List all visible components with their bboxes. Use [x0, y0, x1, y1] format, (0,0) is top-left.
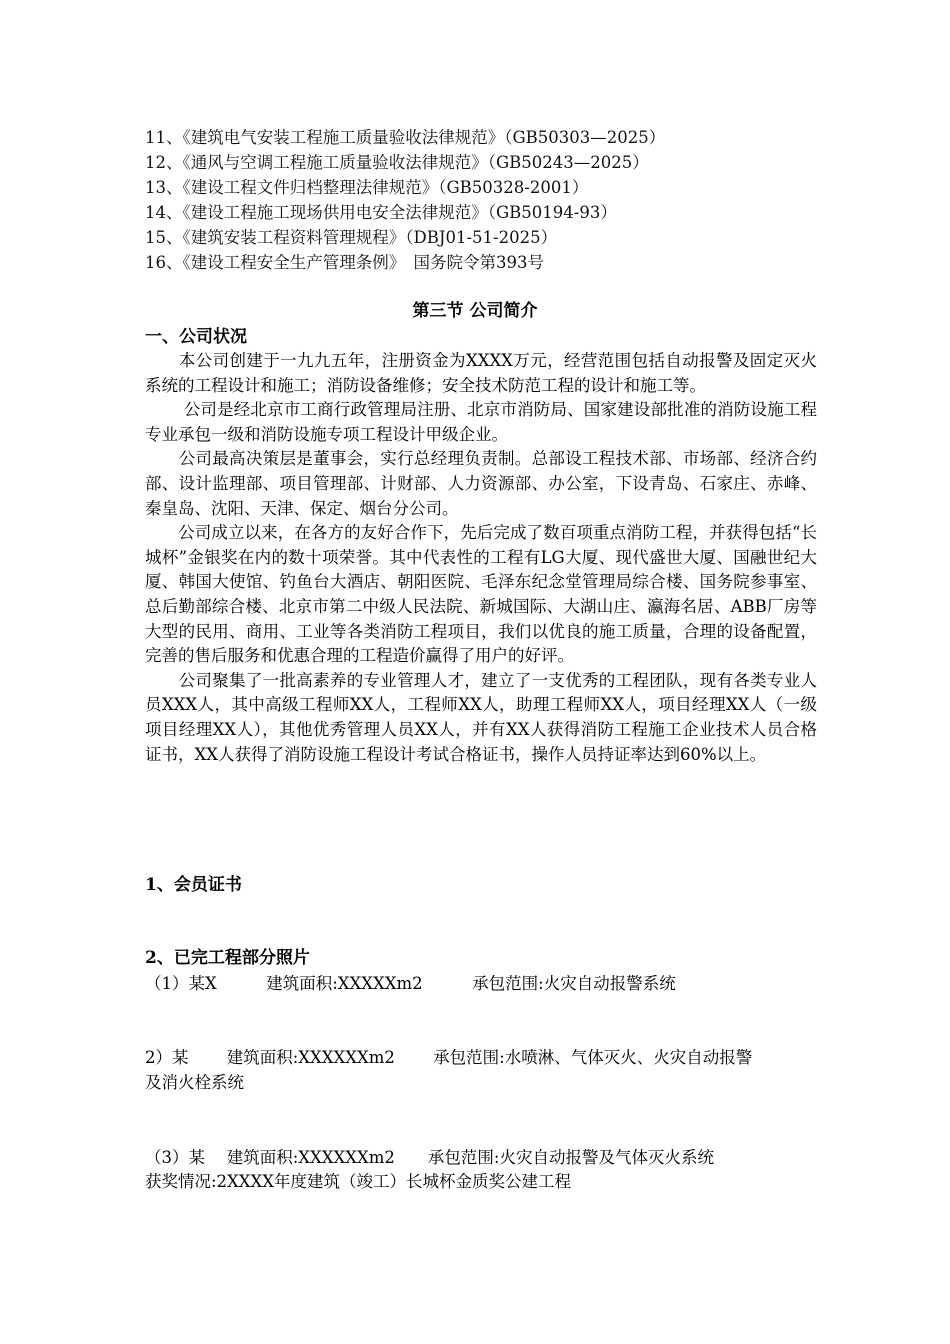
body-text: [145, 349, 817, 767]
project-entry-line: 获奖情况:2XXXX年度建筑（竣工）长城杯金质奖公建工程: [145, 1172, 572, 1191]
paragraph: 公司聚集了一批高素养的专业管理人才，建立了一支优秀的工程团队，现有各类专业人员XXX人，其中高级工程师XX人，工程师XX人，助理工程师XX人，项目经理XX人（一级项目经理XX人），其他优秀管理人员XX人，并有XX人获得消防工程施工企业技术人员合格证书，XX人获得了消防设施工程设计考试合格证书，操作人员持证率达到60%以上。: [145, 670, 817, 764]
heading-project-photos: 2、已完工程部分照片: [145, 948, 310, 968]
project-entry-line: 2）某 建筑面积:XXXXXXm2 承包范围:水喷淋、气体灭火、火灾自动报警: [145, 1048, 753, 1067]
paragraph: 公司成立以来，在各方的友好合作下，先后完成了数百项重点消防工程，并获得包括“长城杯”金银奖在内的数十项荣誉。其中代表性的工程有LG大厦、现代盛世大厦、国融世纪大厦、韩国大使馆、钓鱼台大酒店、朝阳医院、毛泽东纪念堂管理局综合楼、国务院参事室、总后勤部综合楼、北京市第二中级人民法院、新城国际、大湖山庄、瀛海名居、ABB厂房等大型的民用、商用、工业等各类消防工程项目，我们以优良的施工质量，合理的设备配置，完善的售后服务和优惠合理的工程造价赢得了用户的好评。: [145, 523, 817, 666]
reference-item: 14、《建设工程施工现场供用电安全法律规范》（GB50194-93）: [145, 203, 617, 222]
paragraph: 公司是经北京市工商行政管理局注册、北京市消防局、国家建设部批准的消防设施工程专业承包一级和消防设施专项工程设计甲级企业。: [145, 400, 817, 444]
heading-company-status: 一、公司状况: [145, 327, 247, 347]
reference-item: 11、《建筑电气安装工程施工质量验收法律规范》（GB50303—2025）: [145, 128, 666, 147]
project-entry-line: 及消火栓系统: [145, 1073, 244, 1092]
reference-item: 12、《通风与空调工程施工质量验收法律规范》（GB50243—2025）: [145, 153, 649, 172]
project-entry-line: （3）某 建筑面积:XXXXXXm2 承包范围:火灾自动报警及气体灭火系统: [145, 1148, 714, 1167]
reference-item: 15、《建筑安装工程资料管理规程》（DBJ01-51-2025）: [145, 228, 558, 247]
heading-member-certificate: 1、会员证书: [145, 875, 242, 895]
section-title: 第三节 公司简介: [412, 301, 538, 321]
paragraph: 公司最高决策层是董事会，实行总经理负责制。总部设工程技术部、市场部、经济合约部、设计监理部、项目管理部、计财部、人力资源部、办公室，下设青岛、石家庄、赤峰、秦皇岛、沈阳、天津、保定、烟台分公司。: [145, 449, 817, 518]
reference-item: 13、《建设工程文件归档整理法律规范》（GB50328-2001）: [145, 178, 589, 197]
reference-item: 16、《建设工程安全生产管理条例》 国务院令第393号: [145, 253, 544, 272]
paragraph: 本公司创建于一九九五年，注册资金为XXXX万元，经营范围包括自动报警及固定灭火系统的工程设计和施工；消防设备维修；安全技术防范工程的设计和施工等。: [145, 351, 817, 395]
project-entry-line: （1）某X 建筑面积:XXXXXm2 承包范围:火灾自动报警系统: [145, 974, 676, 993]
